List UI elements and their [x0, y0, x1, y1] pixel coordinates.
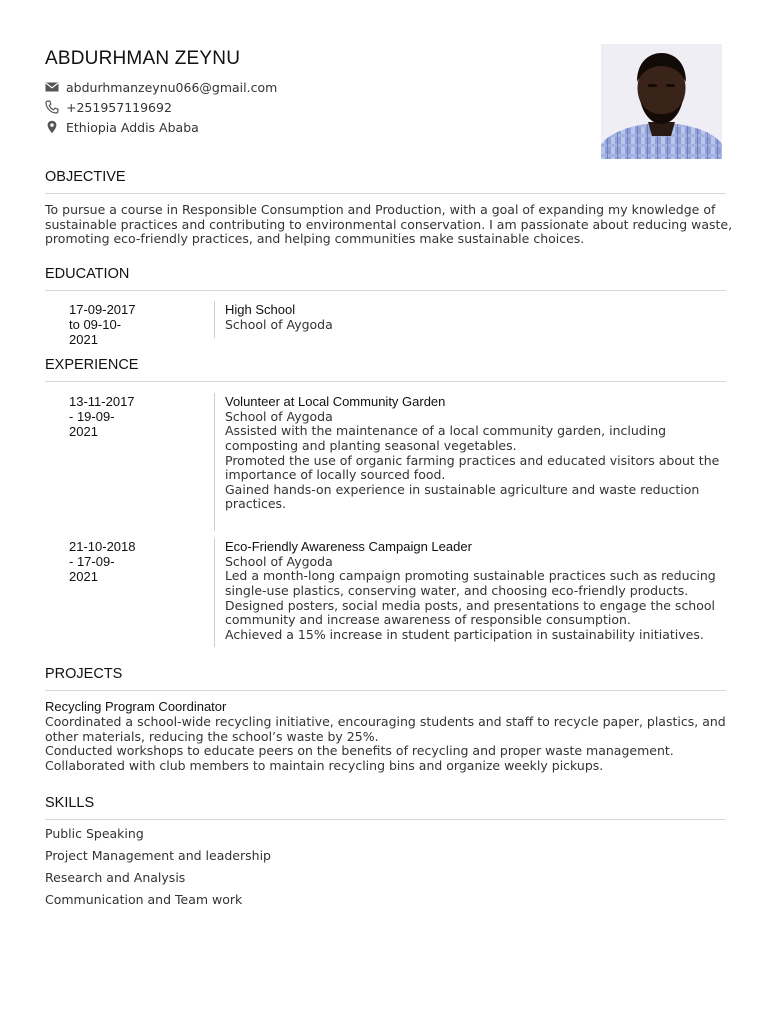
section-divider [45, 819, 726, 820]
timeline-divider [214, 393, 215, 531]
phone-row [45, 97, 277, 117]
role-title: Volunteer at Local Community Garden [225, 394, 446, 409]
experience-heading: EXPERIENCE [45, 357, 139, 373]
section-divider [45, 381, 726, 382]
school-name: School of Aygoda [225, 316, 333, 332]
location-text: Ethiopia Addis Ababa [66, 119, 199, 135]
experience-bullet: Gained hands-on experience in sustainable agriculture and waste reduction practices. [225, 481, 700, 512]
skills-list [45, 826, 271, 914]
envelope-icon [45, 80, 59, 94]
experience-bullet: Promoted the use of organic farming practices and educated visitors about the importance of locally sourced food. [225, 452, 720, 483]
organization-name: School of Aygoda [225, 553, 333, 569]
experience-bullet: Assisted with the maintenance of a local community garden, including composting and planting seasonal vegetables. [225, 423, 667, 453]
experience-bullet: Designed posters, social media posts, and presentations to engage the school community and increase awareness of responsible consumption. [225, 597, 716, 628]
experience-bullet: Achieved a 15% increase in student participation in sustainability initiatives. [225, 626, 704, 642]
email-text[interactable]: abdurhmanzeynu066@gmail.com [66, 79, 278, 95]
project-line: Collaborated with club members to maintain recycling bins and organize weekly pickups. [45, 757, 604, 773]
skill-item: Communication and Team work [45, 892, 243, 907]
experience-bullet: Led a month-long campaign promoting sustainable practices such as reducing single-use plastics, conserving water, and choosing eco-friendly products. [225, 568, 716, 598]
location-row [45, 117, 277, 137]
experience-details [225, 395, 720, 512]
degree-title: High School [225, 302, 296, 317]
profile-photo [601, 44, 722, 159]
education-heading: EDUCATION [45, 266, 130, 282]
timeline-divider [214, 538, 215, 647]
experience-date: 13-11-2017 - 19-09- 2021 [69, 394, 135, 439]
education-details [225, 303, 720, 332]
phone-text: +251957119692 [66, 99, 172, 115]
timeline-divider [214, 301, 215, 338]
projects-heading: PROJECTS [45, 666, 123, 682]
project-description [45, 715, 735, 773]
experience-details [225, 540, 720, 642]
section-divider [45, 290, 726, 291]
skill-item: Public Speaking [45, 826, 144, 841]
role-title: Eco-Friendly Awareness Campaign Leader [225, 539, 472, 554]
section-divider [45, 193, 726, 194]
location-pin-icon [45, 120, 59, 134]
project-line: Conducted workshops to educate peers on the benefits of recycling and proper waste management. [45, 743, 674, 759]
contact-block [45, 77, 277, 137]
objective-heading: OBJECTIVE [45, 169, 126, 185]
project-line: Coordinated a school-wide recycling initiative, encouraging students and staff to recycle paper, plastics, and other materials, reducing the school’s waste by 25%. [45, 714, 726, 744]
project-title: Recycling Program Coordinator [45, 699, 227, 714]
section-divider [45, 690, 726, 691]
candidate-name: ABDURHMAN ZEYNU [45, 48, 241, 69]
phone-icon [45, 100, 59, 114]
skills-heading: SKILLS [45, 795, 95, 811]
objective-text: To pursue a course in Responsible Consumption and Production, with a goal of expanding my knowledge of sustainable practices and contributing to environmental conservation. I am passionate about reducing waste, promoting eco-friendly practices, and helping communities make sustainable choices. [45, 202, 733, 247]
skill-item: Project Management and leadership [45, 848, 271, 863]
organization-name: School of Aygoda [225, 408, 333, 424]
email-row [45, 77, 277, 97]
education-date: 17-09-2017 to 09-10- 2021 [69, 302, 136, 347]
skill-item: Research and Analysis [45, 870, 186, 885]
experience-date: 21-10-2018 - 17-09- 2021 [69, 539, 136, 584]
